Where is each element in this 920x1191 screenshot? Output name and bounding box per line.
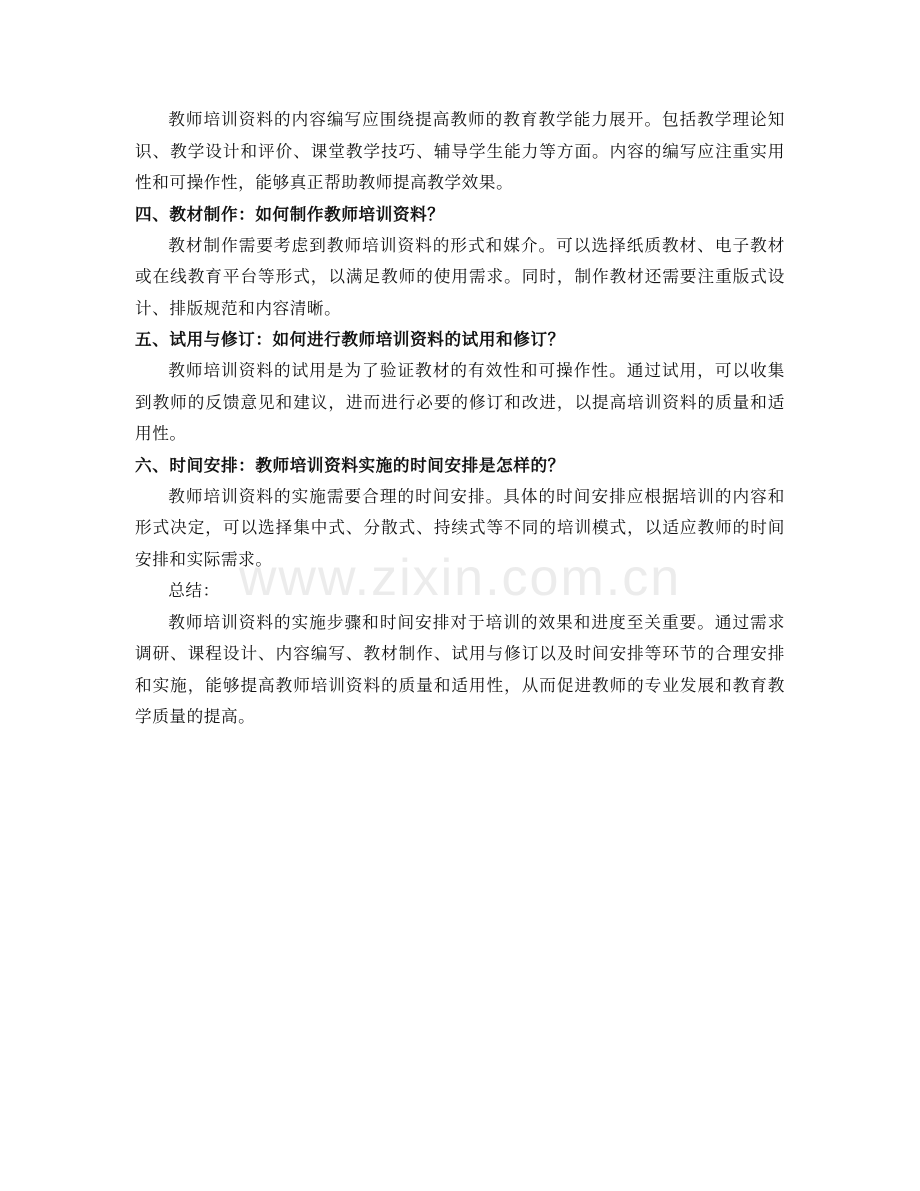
summary-label: 总结： xyxy=(168,581,220,600)
section-heading-schedule: 六、时间安排：教师培训资料实施的时间安排是怎样的？ xyxy=(135,455,565,475)
paragraph-summary: 教师培训资料的实施步骤和时间安排对于培训的效果和进度至关重要。通过需求调研、课程设计、内容编写、教材制作、试用与修订以及时间安排等环节的合理安排和实施，能够提高教师培训资料的质量和适用性，从而促进教师的专业发展和教育教学质量的提高。 xyxy=(135,612,785,726)
paragraph-content-writing: 教师培训资料的内容编写应围绕提高教师的教育教学能力展开。包括教学理论知识、教学设计和评价、课堂教学技巧、辅导学生能力等方面。内容的编写应注重实用性和可操作性，能够真正帮助教师提高教学效果。 xyxy=(135,110,785,192)
section-heading-material-production: 四、教材制作：如何制作教师培训资料？ xyxy=(135,204,445,224)
section-heading-trial-revision: 五、试用与修订：如何进行教师培训资料的试用和修订？ xyxy=(135,330,565,349)
paragraph-material-production: 教材制作需要考虑到教师培训资料的形式和媒介。可以选择纸质教材、电子教材或在线教育平台等形式，以满足教师的使用需求。同时，制作教材还需要注重版式设计、排版规范和内容清晰。 xyxy=(135,235,785,318)
watermark: www.zixin.com.cn xyxy=(238,549,682,607)
paragraph-trial-revision: 教师培训资料的试用是为了验证教材的有效性和可操作性。通过试用，可以收集到教师的反馈意见和建议，进而进行必要的修订和改进，以提高培训资料的质量和适用性。 xyxy=(135,361,785,443)
document-body xyxy=(135,104,785,733)
paragraph-schedule: 教师培训资料的实施需要合理的时间安排。具体的时间安排应根据培训的内容和形式决定，可以选择集中式、分散式、持续式等不同的培训模式，以适应教师的时间安排和实际需求。 xyxy=(135,486,785,569)
